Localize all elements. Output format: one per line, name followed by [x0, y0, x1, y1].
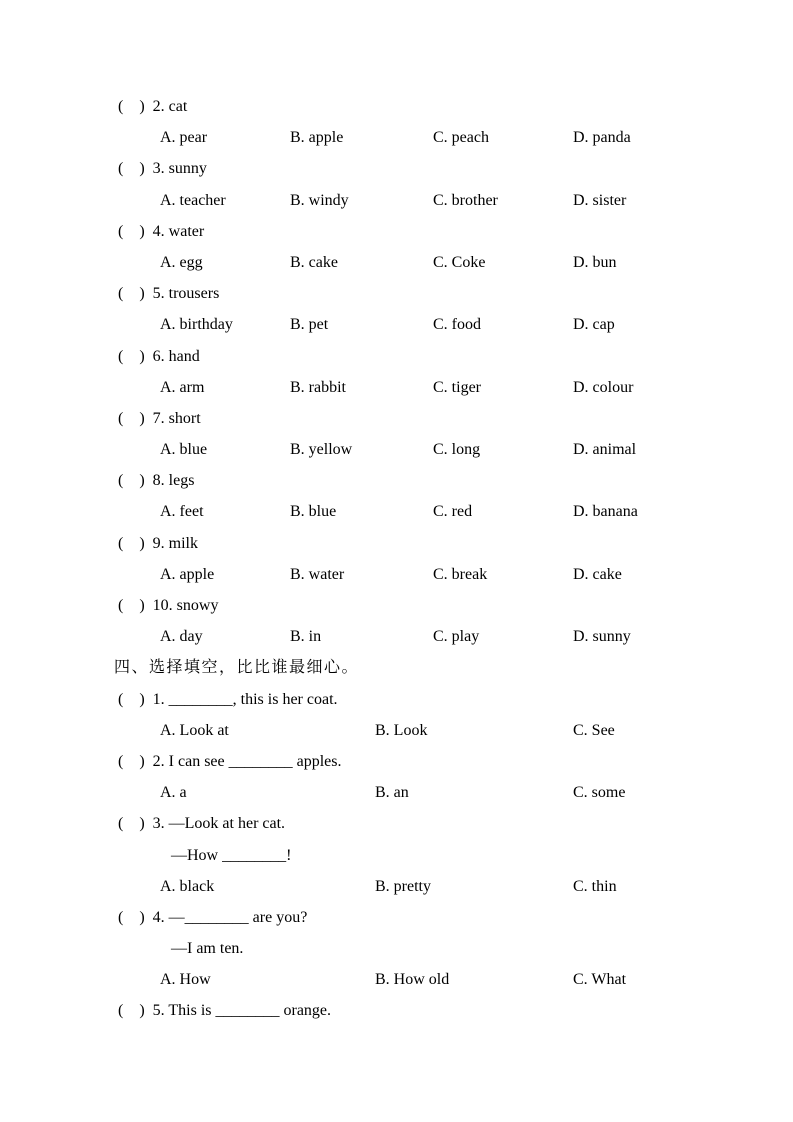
option-b: B. pet — [290, 316, 329, 334]
question-row — [0, 746, 793, 777]
option-c: C. some — [573, 784, 626, 802]
option-c: C. thin — [573, 877, 617, 895]
answer-parentheses: ( ) — [118, 908, 153, 926]
question-text: 5. This is ________ orange. — [152, 1002, 332, 1020]
option-a: A. apple — [160, 565, 215, 583]
options-row — [0, 777, 793, 808]
question-text: 3. —Look at her cat. — [152, 815, 286, 833]
option-a: A. Look at — [160, 721, 229, 739]
option-c: C. play — [433, 628, 480, 646]
option-d: D. animal — [573, 441, 637, 459]
question-text: 4. —________ are you? — [152, 908, 308, 926]
question-continuation: —I am ten. — [171, 940, 244, 958]
option-a: A. black — [160, 877, 215, 895]
question-text: 6. hand — [152, 347, 200, 365]
option-a: A. egg — [160, 253, 203, 271]
option-b: B. an — [375, 784, 409, 802]
question-text: 7. short — [152, 409, 201, 427]
question-row — [0, 403, 793, 434]
option-c: C. red — [433, 503, 473, 521]
answer-parentheses: ( ) — [118, 160, 153, 178]
question-row — [0, 684, 793, 715]
answer-parentheses: ( ) — [118, 98, 153, 115]
option-b: B. windy — [290, 191, 349, 209]
question-text: 4. water — [152, 222, 205, 240]
answer-parentheses: ( ) — [118, 222, 153, 240]
option-d: D. sister — [573, 191, 627, 209]
option-b: B. yellow — [290, 441, 353, 459]
options-row — [0, 372, 793, 403]
question-text: 9. milk — [152, 534, 198, 552]
option-b: B. pretty — [375, 877, 431, 895]
option-b: B. cake — [290, 253, 338, 271]
options-row — [0, 247, 793, 278]
answer-parentheses: ( ) — [118, 409, 153, 427]
option-c: C. long — [433, 441, 481, 459]
option-a: A. feet — [160, 503, 204, 521]
question-text: 1. ________, this is her coat. — [152, 690, 338, 708]
answer-parentheses: ( ) — [118, 1002, 153, 1020]
question-row — [0, 902, 793, 933]
option-c: C. peach — [433, 129, 489, 147]
question-continuation: —How ________! — [171, 846, 292, 864]
option-a: A. How — [160, 971, 211, 989]
worksheet-content — [0, 91, 793, 1027]
option-a: A. birthday — [160, 316, 233, 334]
question-text: 2. I can see ________ apples. — [152, 752, 342, 770]
option-d: D. sunny — [573, 628, 631, 646]
option-d: D. bun — [573, 253, 617, 271]
option-c: C. food — [433, 316, 481, 334]
answer-parentheses: ( ) — [118, 597, 153, 614]
options-row — [0, 559, 793, 590]
answer-parentheses: ( ) — [118, 690, 153, 708]
option-c: C. brother — [433, 191, 498, 209]
question-text: 3. sunny — [152, 160, 207, 178]
option-b: B. rabbit — [290, 378, 346, 396]
question-row — [0, 590, 793, 621]
question-row — [0, 216, 793, 247]
option-a: A. a — [160, 784, 187, 802]
option-c: C. break — [433, 565, 488, 583]
answer-parentheses: ( ) — [118, 472, 153, 490]
option-b: B. Look — [375, 721, 428, 739]
option-d: D. cap — [573, 316, 615, 334]
options-row — [0, 434, 793, 465]
options-row — [0, 309, 793, 340]
option-d: D. panda — [573, 129, 631, 147]
option-c: C. Coke — [433, 253, 486, 271]
option-c: C. What — [573, 971, 627, 989]
question-row — [0, 808, 793, 839]
answer-parentheses: ( ) — [118, 815, 153, 833]
answer-parentheses: ( ) — [118, 285, 153, 303]
section-heading: 四、选择填空，比比谁最细心。 — [114, 659, 360, 677]
options-row — [0, 621, 793, 652]
option-c: C. tiger — [433, 378, 481, 396]
option-a: A. day — [160, 628, 203, 646]
option-a: A. arm — [160, 378, 205, 396]
answer-parentheses: ( ) — [118, 347, 153, 365]
options-row — [0, 715, 793, 746]
option-a: A. blue — [160, 441, 208, 459]
option-b: B. apple — [290, 129, 344, 147]
option-b: B. blue — [290, 503, 337, 521]
question-row — [0, 995, 793, 1026]
answer-parentheses: ( ) — [118, 752, 153, 770]
options-row — [0, 496, 793, 527]
option-a: A. pear — [160, 129, 208, 147]
option-b: B. How old — [375, 971, 450, 989]
question-row — [0, 341, 793, 372]
option-b: B. water — [290, 565, 345, 583]
answer-parentheses: ( ) — [118, 534, 153, 552]
question-row — [0, 528, 793, 559]
question-row — [0, 91, 793, 122]
question-text: 8. legs — [152, 472, 195, 490]
question-row — [0, 153, 793, 184]
option-a: A. teacher — [160, 191, 226, 209]
question-text: 5. trousers — [152, 285, 220, 303]
options-row — [0, 185, 793, 216]
option-d: D. cake — [573, 565, 622, 583]
option-d: D. banana — [573, 503, 638, 521]
option-b: B. in — [290, 628, 322, 646]
options-row — [0, 964, 793, 995]
question-row — [0, 465, 793, 496]
options-row — [0, 122, 793, 153]
question-text: 10. snowy — [152, 597, 219, 614]
option-d: D. colour — [573, 378, 634, 396]
options-row — [0, 871, 793, 902]
question-row — [0, 278, 793, 309]
question-text: 2. cat — [152, 98, 188, 115]
option-c: C. See — [573, 721, 615, 739]
